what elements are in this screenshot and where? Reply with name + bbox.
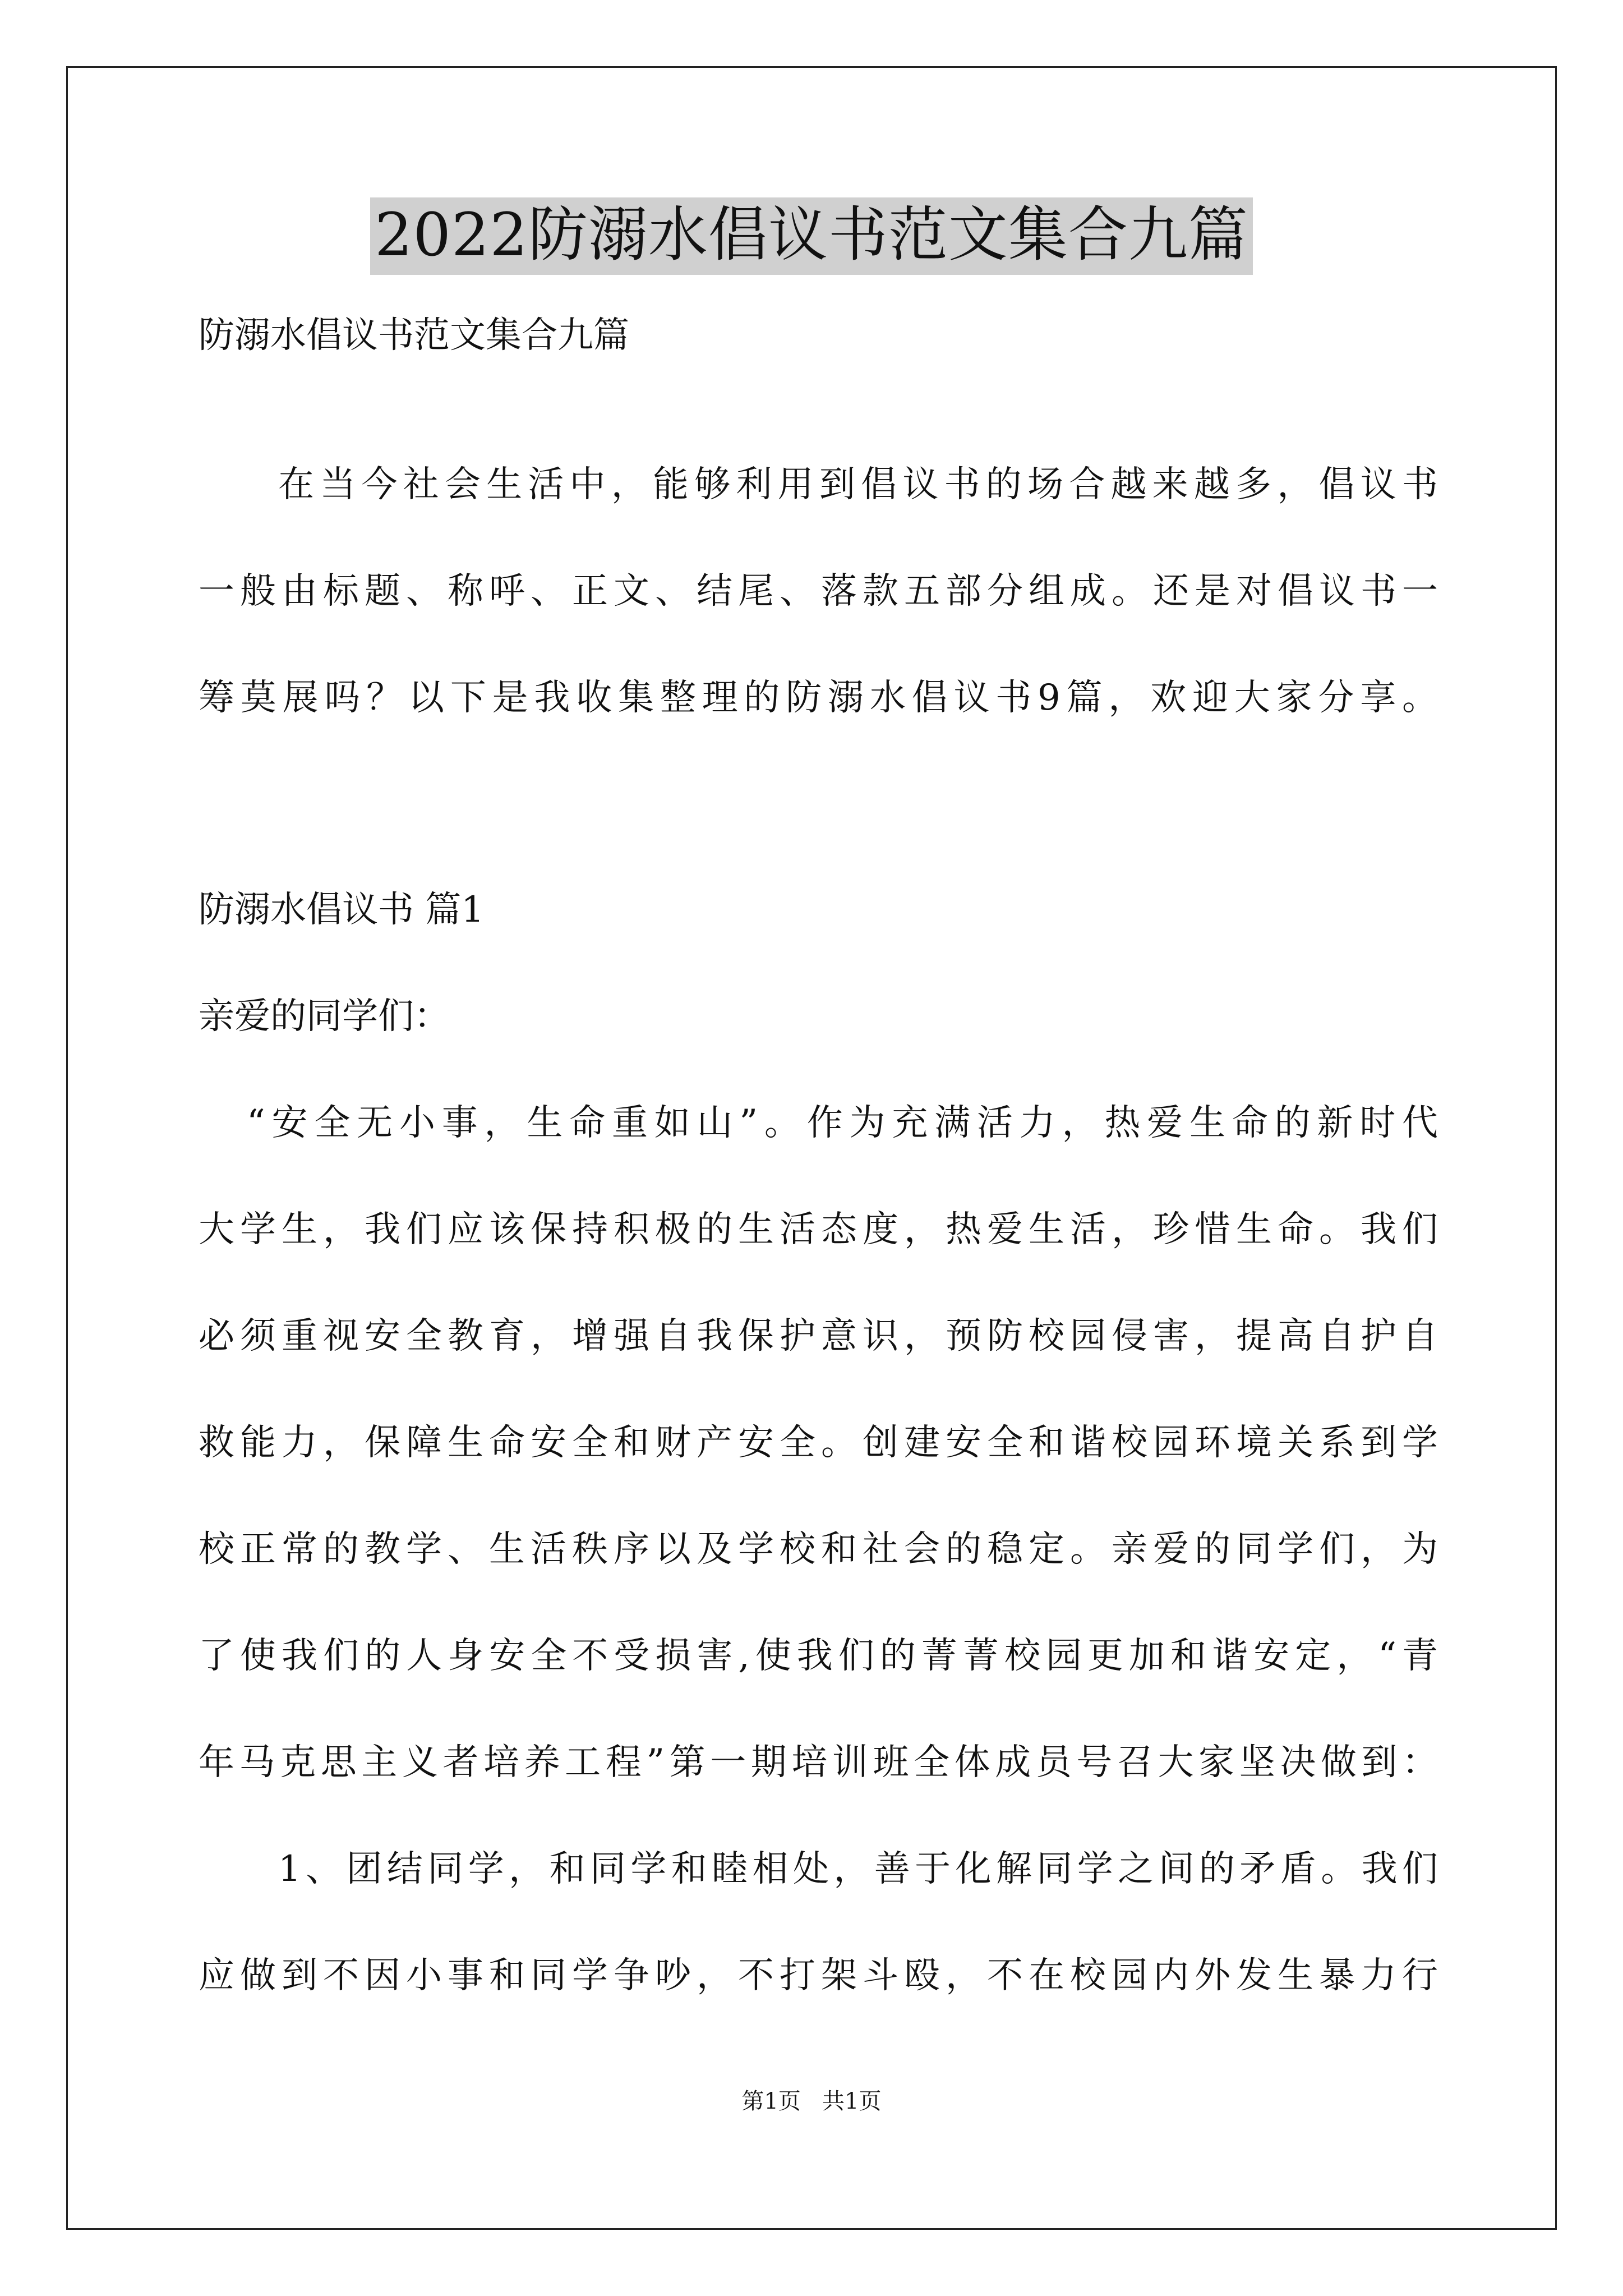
- body-line-1: “安全无小事，生命重如山”。作为充满活力，热爱生命的新时代: [247, 1102, 1438, 1144]
- body-line-6: 了使我们的人身安全不受损害,使我们的菁菁校园更加和谐安定，“青: [199, 1635, 1438, 1677]
- document-title: [0, 197, 1623, 275]
- body-line-4: 救能力，保障生命安全和财产安全。创建安全和谐校园环境关系到学: [199, 1422, 1438, 1464]
- page-border: [66, 66, 1557, 2230]
- intro-line-1: 在当今社会生活中，能够利用到倡议书的场合越来越多，倡议书: [278, 464, 1438, 505]
- intro-line-3: 筹莫展吗？以下是我收集整理的防溺水倡议书9篇，欢迎大家分享。: [199, 677, 1438, 719]
- body-line-9: 应做到不因小事和同学争吵，不打架斗殴，不在校园内外发生暴力行: [199, 1955, 1438, 1996]
- section-heading: 防溺水倡议书 篇1: [199, 889, 485, 931]
- body-line-7: 年马克思主义者培养工程”第一期培训班全体成员号召大家坚决做到：: [199, 1742, 1438, 1783]
- intro-line-2: 一般由标题、称呼、正文、结尾、落款五部分组成。还是对倡议书一: [199, 570, 1438, 612]
- salutation: 亲爱的同学们：: [199, 996, 450, 1037]
- page-footer: 第1页 共1页: [741, 2088, 882, 2114]
- document-subtitle: 防溺水倡议书范文集合九篇: [199, 315, 629, 356]
- body-line-3: 必须重视安全教育，增强自我保护意识，预防校园侵害，提高自护自: [199, 1315, 1438, 1357]
- document-title-text: 2022防溺水倡议书范文集合九篇: [370, 197, 1253, 275]
- body-line-8: 1、团结同学，和同学和睦相处，善于化解同学之间的矛盾。我们: [278, 1848, 1438, 1890]
- body-line-5: 校正常的教学、生活秩序以及学校和社会的稳定。亲爱的同学们，为: [199, 1529, 1438, 1570]
- body-line-2: 大学生，我们应该保持积极的生活态度，热爱生活，珍惜生命。我们: [199, 1209, 1438, 1250]
